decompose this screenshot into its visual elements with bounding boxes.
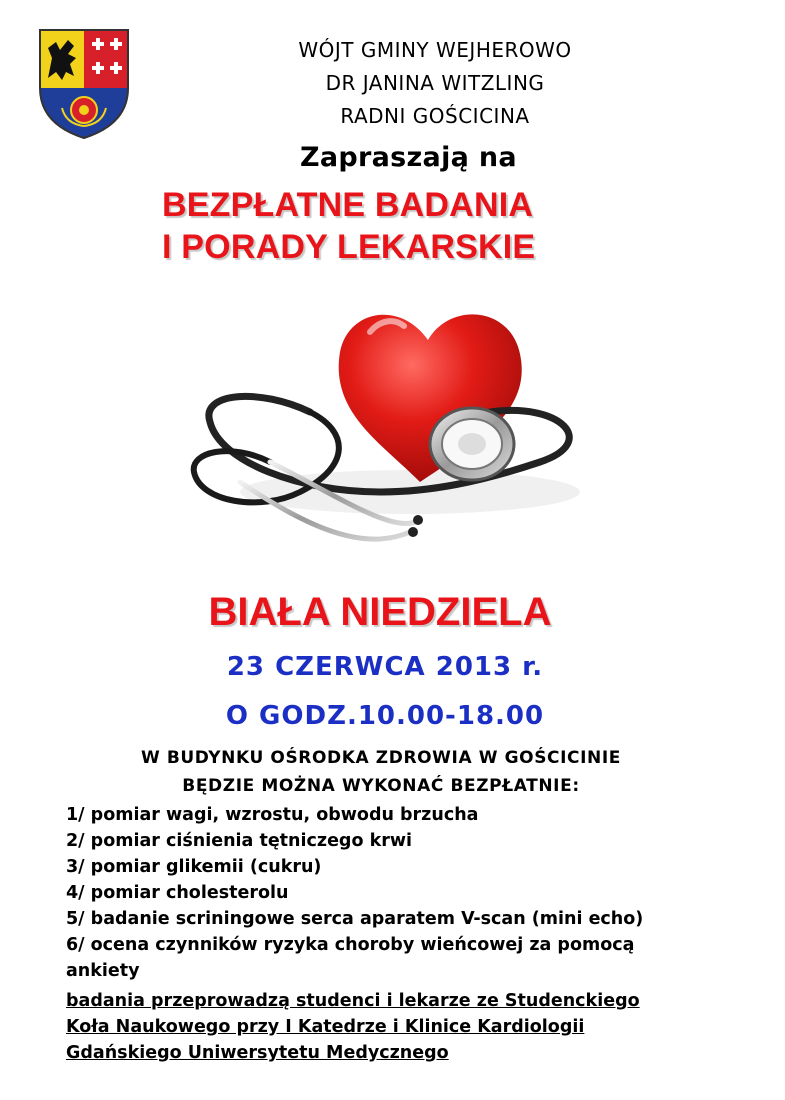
coat-of-arms-icon (38, 28, 130, 140)
location-line-1: W BUDYNKU OŚRODKA ZDROWIA W GOŚCICINIE (140, 748, 622, 768)
footnote-line-1: badania przeprowadzą studenci i lekarze ze Studenckiego (66, 991, 640, 1011)
organizers-footnote (66, 988, 766, 1066)
headline-line-2: I PORADY LEKARSKIE (162, 228, 536, 266)
list-item: 2/ pomiar ciśnienia tętniczego krwi (66, 831, 413, 851)
list-item: 1/ pomiar wagi, wzrostu, obwodu brzucha (66, 805, 479, 825)
footnote-line-3: Gdańskiego Uniwersytetu Medycznego (66, 1043, 449, 1063)
header-line-2: DR JANINA WITZLING (325, 71, 545, 95)
heart-stethoscope-icon (180, 292, 580, 582)
organizers-header (230, 34, 640, 133)
event-title: BIAŁA NIEDZIELA (208, 590, 552, 634)
headline (162, 184, 535, 268)
location-text (0, 744, 762, 800)
header-line-3: RADNI GOŚCICINA (340, 104, 530, 128)
invite-text: Zapraszają na (300, 142, 517, 173)
list-item: ankiety (66, 961, 140, 981)
list-item: 3/ pomiar glikemii (cukru) (66, 857, 322, 877)
headline-line-1: BEZPŁATNE BADANIA (162, 186, 534, 224)
location-line-2: BĘDZIE MOŻNA WYKONAĆ BEZPŁATNIE: (182, 776, 580, 796)
services-list (66, 802, 766, 984)
event-time: O GODZ.10.00-18.00 (225, 701, 545, 731)
list-item: 6/ ocena czynników ryzyka choroby wieńcowej za pomocą (66, 935, 635, 955)
header-line-1: WÓJT GMINY WEJHEROWO (298, 38, 572, 62)
event-date: 23 CZERWCA 2013 r. (226, 652, 544, 682)
list-item: 5/ badanie scriningowe serca aparatem V-scan (mini echo) (66, 909, 644, 929)
list-item: 4/ pomiar cholesterolu (66, 883, 289, 903)
footnote-line-2: Koła Naukowego przy I Katedrze i Klinice Kardiologii (66, 1017, 585, 1037)
